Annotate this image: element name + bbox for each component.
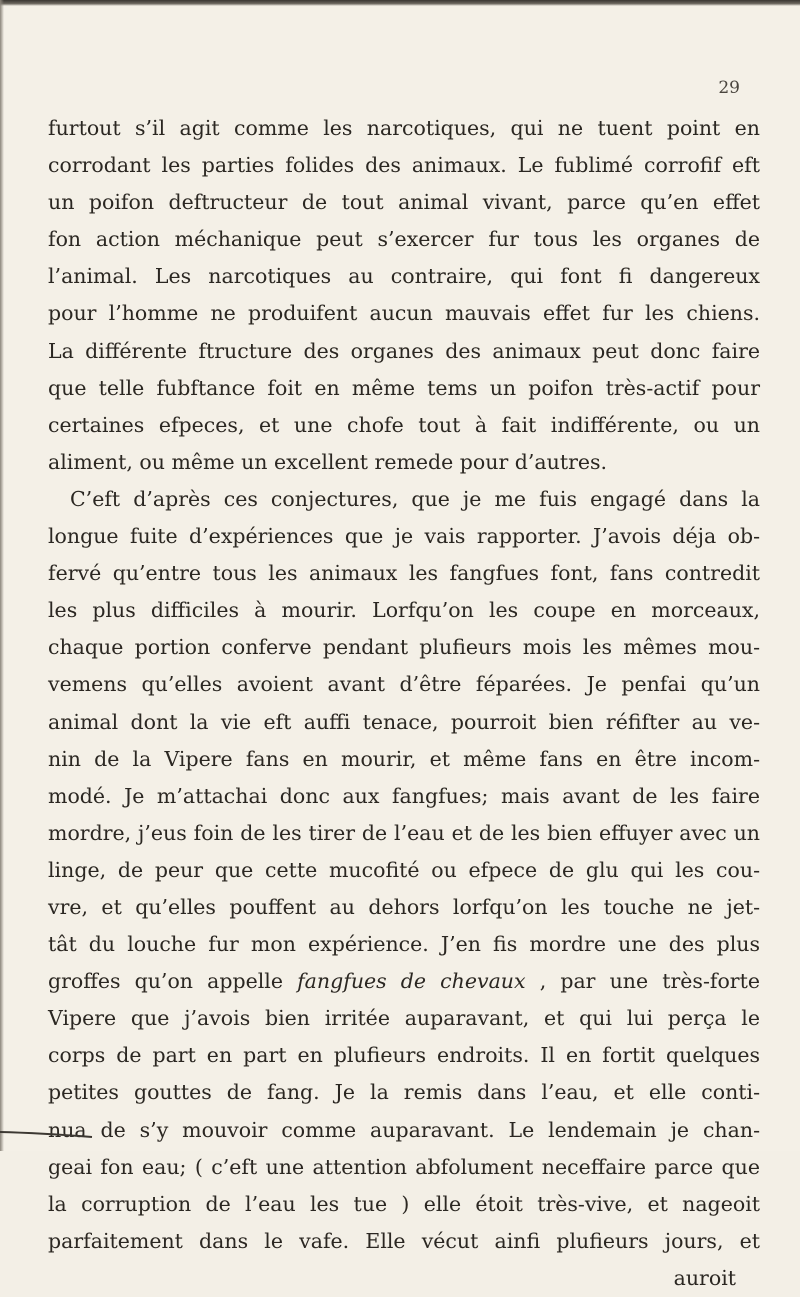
text-line-10: aliment, ou même un excellent remede pour d’autres. [48, 449, 608, 474]
text-line-4: fon action méchanique peut s’exercer fur tous les organes de [48, 227, 760, 252]
text-line-11: C’eft d’après ces conjectures, que je me fuis engagé dans la [70, 486, 760, 511]
text-line-9: certaines efpeces, et une chofe tout à fait indifférente, ou un [48, 412, 760, 437]
text-line-26: corps de part en part en plufieurs endroits. Il en fortit quelques [48, 1043, 760, 1068]
page-top-edge-shadow [0, 0, 800, 6]
text-line-2: corrodant les parties folides des animaux. Le fublimé corrofif eft [48, 153, 760, 178]
text-line-24-end: , par une très-forte [539, 969, 760, 994]
text-line-6: pour l’homme ne produifent aucun mauvais effet fur les chiens. [48, 301, 760, 326]
text-line-25: Vipere que j’avois bien irritée auparavant, et qui lui perça le [48, 1006, 760, 1031]
catchword: auroit [673, 1265, 736, 1290]
text-line-22: vre, et qu’elles pouffent au dehors lorfqu’on les touche ne jet- [48, 894, 760, 919]
page-number: 29 [718, 78, 740, 98]
text-line-12: longue fuite d’expériences que je vais rapporter. J’avois déja ob- [48, 524, 760, 549]
text-line-20: mordre, j’eus foin de les tirer de l’eau et de les bien effuyer avec un [48, 820, 760, 845]
page-left-edge-shadow [0, 0, 4, 1151]
binding-smudge-mark [0, 1129, 92, 1139]
text-line-24 [48, 963, 760, 1000]
text-line-14: les plus difficiles à mourir. Lorfqu’on les coupe en morceaux, [48, 598, 760, 623]
italic-term: fangfues de chevaux [297, 969, 526, 994]
body-text [48, 110, 760, 1297]
text-line-24-start: groffes qu’on appelle [48, 969, 283, 994]
text-line-16: vemens qu’elles avoient avant d’être féparées. Je penfai qu’un [48, 672, 760, 697]
text-line-18: nin de la Vipere fans en mourir, et même fans en être incom- [48, 746, 760, 771]
text-line-29: geai fon eau; ( c’eft une attention abfolument neceffaire parce que [48, 1154, 760, 1179]
text-line-17: animal dont la vie eft auffi tenace, pourroit bien réfifter au ve- [48, 709, 760, 734]
text-line-1: furtout s’il agit comme les narcotiques, qui ne tuent point en [48, 116, 760, 140]
text-line-28: nua de s’y mouvoir comme auparavant. Le lendemain je chan- [48, 1117, 760, 1142]
text-line-23: tât du louche fur mon expérience. J’en fis mordre une des plus [48, 932, 760, 957]
text-line-8: que telle fubftance foit en même tems un poifon très-actif pour [48, 375, 760, 400]
text-line-7: La différente ftructure des organes des animaux peut donc faire [48, 338, 760, 363]
text-line-21: linge, de peur que cette mucofité ou efpece de glu qui les cou- [48, 857, 760, 882]
text-line-5: l’animal. Les narcotiques au contraire, qui font fi dangereux [48, 264, 760, 289]
text-line-30: la corruption de l’eau les tue ) elle étoit très-vive, et nageoit [48, 1191, 760, 1216]
text-line-27: petites gouttes de fang. Je la remis dans l’eau, et elle conti- [48, 1080, 760, 1105]
text-line-15: chaque portion conferve pendant plufieurs mois les mêmes mou- [48, 635, 760, 660]
text-line-31: parfaitement dans le vafe. Elle vécut ainfi plufieurs jours, et [48, 1228, 760, 1253]
text-line-3: un poifon deftructeur de tout animal vivant, parce qu’en effet [48, 190, 760, 215]
text-line-19: modé. Je m’attachai donc aux fangfues; mais avant de les faire [48, 783, 760, 808]
text-line-13: fervé qu’entre tous les animaux les fangfues font, fans contredit [48, 561, 760, 586]
